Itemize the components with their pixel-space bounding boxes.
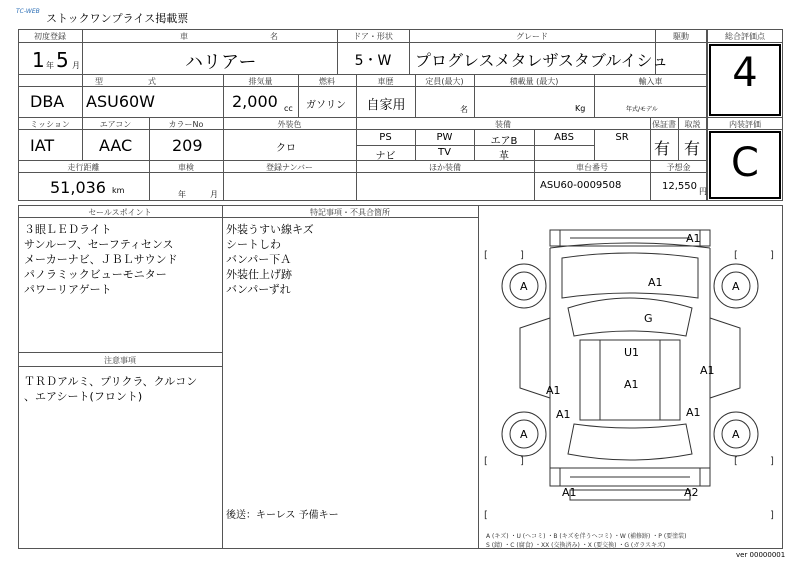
manual: 有 — [684, 139, 701, 158]
mark-a1-lrear: A1 — [556, 408, 571, 421]
overall-score-label: 総合評価点 — [725, 32, 765, 41]
mark-a-rrear: A — [732, 428, 740, 441]
other-equip-label: ほか装備 — [429, 163, 461, 172]
equip-pw: PW — [436, 132, 453, 143]
drive-label: 駆動 — [673, 32, 689, 41]
door-type: 5・W — [354, 53, 392, 69]
mark-a-lrear: A — [520, 428, 528, 441]
displacement-label: 排気量 — [248, 77, 273, 86]
cc-unit: cc — [284, 104, 293, 113]
mark-g: G — [644, 312, 653, 325]
aircon-label: エアコン — [99, 120, 132, 129]
equip-navi: ナビ — [375, 151, 396, 162]
manual-label: 取説 — [684, 120, 701, 129]
color-no-label: カラーNo — [168, 120, 204, 129]
mission: IAT — [30, 136, 55, 155]
footer-note: 後送：キーレス 予備キー — [226, 510, 339, 521]
svg-text:]: ] — [520, 250, 524, 261]
mark-a1-rrear: A1 — [686, 406, 701, 419]
svg-text:[: [ — [484, 250, 488, 261]
inspection-label: 車検 — [178, 163, 194, 172]
svg-text:]: ] — [770, 456, 774, 467]
mileage: 51,036 — [50, 178, 106, 197]
chassis-number: ASU60-0009508 — [540, 180, 622, 191]
svg-text:[: [ — [484, 510, 488, 521]
sales-points-list — [24, 222, 178, 297]
mark-a2-bottom: A2 — [684, 486, 699, 499]
exterior-label: 外装色 — [277, 120, 302, 129]
mark-a-right: A — [732, 280, 740, 293]
svg-text:[: [ — [734, 456, 738, 467]
grade: プログレスメタレザスタブルイシュ — [415, 51, 669, 70]
mileage-label: 走行距離 — [67, 163, 100, 172]
mark-a1-mid: A1 — [624, 378, 639, 391]
load-label: 積載量 (最大) — [509, 77, 559, 86]
model-label: 型 — [95, 77, 103, 86]
car-label: 車 — [180, 32, 188, 41]
list-item: 、エアシート(フロント) — [24, 390, 143, 403]
overall-score: 4 — [732, 50, 758, 96]
insp-month-unit: 月 — [210, 190, 218, 199]
page-title: ストックワンプライス掲載票 — [46, 12, 189, 25]
caution-list — [24, 374, 197, 404]
insp-year-unit: 年 — [178, 190, 186, 199]
reg-month: 5 — [56, 48, 69, 72]
notes-label: 特記事項・不具合箇所 — [310, 208, 390, 217]
reg-month-unit: 月 — [72, 61, 80, 70]
equip-sr: SR — [615, 132, 629, 143]
mark-a1-bottom: A1 — [562, 486, 577, 499]
list-item: バンパーずれ — [226, 283, 291, 296]
list-item: バンパー下Ａ — [226, 253, 292, 266]
version: ver 00000001 — [736, 551, 786, 559]
first-reg-label: 初度登録 — [34, 32, 66, 41]
load-unit: Kg — [575, 104, 586, 113]
price: 12,550 — [662, 181, 697, 192]
logo: TC-WEB — [16, 8, 40, 15]
capacity-label: 定員(最大) — [425, 77, 464, 86]
svg-text:]: ] — [770, 250, 774, 261]
model-name: ASU60W — [86, 92, 155, 111]
door-label: ドア・形状 — [353, 32, 393, 41]
name-label: 名 — [270, 32, 278, 41]
import-label: 輸入車 — [638, 77, 663, 86]
model2-label: 式 — [148, 77, 156, 86]
interior-score: C — [731, 140, 759, 186]
list-item: 外装仕上げ跡 — [226, 268, 292, 281]
list-item: サンルーフ、セーフティセンス — [24, 238, 174, 251]
list-item: ３眼ＬＥＤライト — [24, 223, 112, 236]
sales-points-label: セールスポイント — [88, 208, 152, 217]
car-name: ハリアー — [185, 52, 257, 73]
exterior-color: クロ — [276, 143, 296, 154]
capacity-unit: 名 — [460, 105, 468, 114]
legend-line-1: A (キズ) ・U (ヘコミ) ・B (キズを伴うヘコミ) ・W (補修跡) ・P (要塗装) — [486, 533, 687, 540]
import-year: 年式/モデル — [626, 106, 658, 113]
list-item: シートしわ — [226, 238, 281, 251]
mark-a1-left: A1 — [546, 384, 561, 397]
warranty: 有 — [654, 139, 671, 158]
reg-year: 1 — [32, 48, 45, 72]
price-label: 予想金 — [666, 163, 691, 172]
interior-score-label: 内装評価 — [729, 120, 761, 129]
mark-a-left: A — [520, 280, 528, 293]
notes-list — [226, 222, 314, 297]
list-item: パノラミックビューモニター — [24, 268, 167, 281]
list-item: メーカーナビ、ＪＢＬサウンド — [24, 253, 178, 266]
equip-abs: ABS — [554, 132, 574, 143]
reg-year-unit: 年 — [46, 61, 54, 70]
list-item: ＴＲＤアルミ、プリクラ、クルコン — [24, 375, 198, 388]
equipment-label: 装備 — [495, 120, 511, 129]
mark-u1: U1 — [624, 346, 640, 359]
svg-text:]: ] — [520, 456, 524, 467]
color-no: 209 — [172, 136, 203, 155]
chassis-label: 車台番号 — [576, 163, 608, 172]
fuel: ガソリン — [306, 100, 346, 111]
reg-number-label: 登録ナンバー — [265, 163, 314, 172]
car-damage-diagram — [480, 218, 782, 526]
equip-airbag: エアB — [490, 136, 518, 147]
fuel-label: 燃料 — [319, 77, 335, 86]
history-label: 車歴 — [377, 77, 394, 86]
svg-text:]: ] — [770, 510, 774, 521]
equip-ps: PS — [379, 132, 392, 143]
list-item: 外装うすい線キズ — [226, 223, 314, 236]
aircon: AAC — [99, 136, 133, 155]
mark-a1-top: A1 — [686, 232, 701, 245]
svg-text:[: [ — [734, 250, 738, 261]
caution-label: 注意事項 — [104, 356, 136, 365]
displacement: 2,000 — [232, 92, 278, 111]
model-code: DBA — [30, 92, 65, 111]
equip-tv: TV — [438, 147, 451, 158]
list-item: パワーリアゲート — [24, 283, 112, 296]
svg-text:[: [ — [484, 456, 488, 467]
history: 自家用 — [366, 98, 406, 113]
equip-leather: 革 — [499, 151, 509, 162]
mark-a1-right: A1 — [700, 364, 715, 377]
mark-a1-hood: A1 — [648, 276, 663, 289]
mission-label: ミッション — [30, 120, 70, 129]
yen-unit: 円 — [699, 187, 707, 196]
warranty-label: 保証書 — [652, 120, 676, 129]
km-unit: km — [112, 186, 125, 195]
grade-label: グレード — [516, 32, 548, 41]
legend-line-2: S (錆) ・C (腐食) ・XX (交換済み) ・X (要交換) ・G (ガラスキズ) — [486, 542, 666, 549]
